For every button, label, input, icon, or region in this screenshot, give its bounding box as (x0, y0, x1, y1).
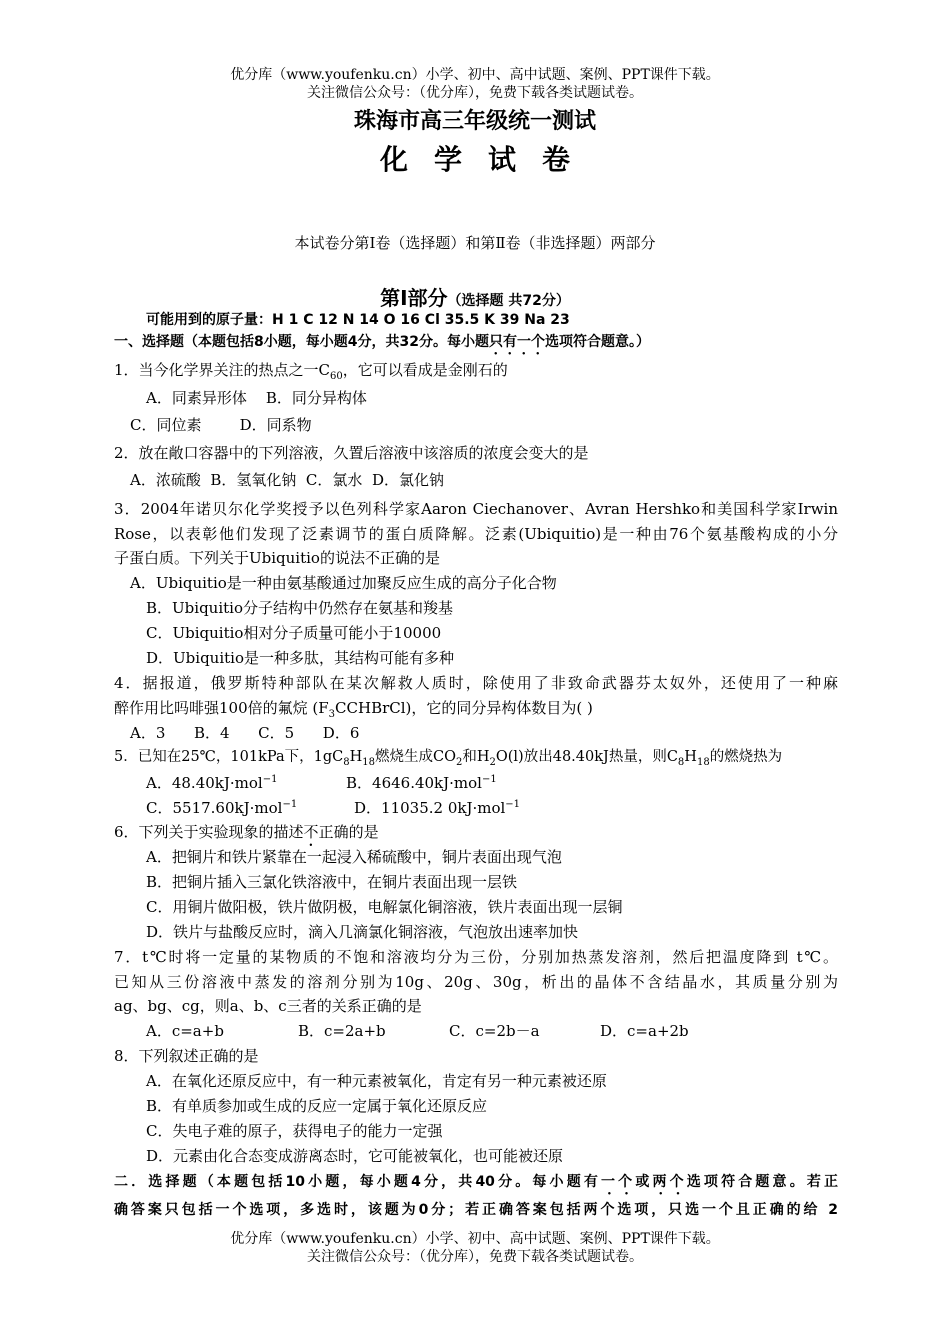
part-1-heading (0, 282, 950, 311)
q5-text-f: H (684, 749, 697, 765)
q4-subscript: 3 (328, 709, 336, 720)
q6-option-c: C．用铜片做阳极，铁片做阴极，电解氯化铜溶液，铁片表面出现一层铜 (146, 898, 623, 916)
q5-text-d: 和H (462, 749, 490, 765)
q3-option-b: B．Ubiquitio分子结构中仍然存在氨基和羧基 (146, 599, 453, 617)
q2-options: A．浓硫酸 B．氢氧化钠 C．氯水 D．氯化钠 (130, 471, 444, 489)
q6-option-a: A．把铜片和铁片紧靠在一起浸入稀硫酸中，铜片表面出现气泡 (146, 848, 562, 866)
q5-option-a (146, 772, 346, 794)
q7-line-1: 7．t℃时将一定量的某物质的不饱和溶液均分为三份，分别加热蒸发溶剂，然后把温度降到 t℃。 (114, 948, 838, 966)
q5-option-d (354, 797, 520, 819)
q5-option-a-exp: −1 (262, 774, 278, 785)
header-line-2: 关注微信公众号：（优分库），免费下载各类试题试卷。 (307, 85, 643, 101)
q5-sub-2: 18 (362, 756, 375, 768)
q4-line-1: 4．据报道，俄罗斯特种部队在某次解救人质时，除使用了非致命武器芬太奴外，还使用了一种麻 (114, 674, 838, 692)
q5-text-c: 燃烧生成CO (374, 749, 456, 765)
section-2-text-b: 或 (635, 1174, 653, 1190)
q7-option-b: B．c=2a+b (298, 1022, 386, 1040)
section-1-heading-end: 选项符合题意。） (544, 334, 650, 350)
q7-option-a: A．c=a+b (146, 1022, 224, 1040)
q6-stem-text: 6．下列关于实验现象的描述 (114, 823, 304, 841)
section-2-heading-line-1 (114, 1171, 838, 1198)
q8-option-a: A．在氧化还原反应中，有一种元素被氧化，肯定有另一种元素被还原 (146, 1072, 607, 1090)
q5-sub-5: 8 (677, 756, 685, 768)
part-1-subtitle: （选择题 共72分） (447, 293, 570, 309)
q4-line-2-end: CCHBrCl)，它的同分异构体数目为( ) (335, 699, 593, 717)
q3-line-1: 3．2004年诺贝尔化学奖授予以色列科学家Aaron Ciechanover、Avran Hershko和美国科学家Irwin (114, 500, 838, 518)
q5-sub-6: 18 (696, 756, 710, 768)
q8-stem: 8．下列叙述正确的是 (114, 1047, 259, 1065)
q5-options-ab (146, 772, 870, 794)
q5-option-b-exp: −1 (481, 774, 497, 785)
q5-text-a: 5．已知在25℃，101kPa下，1gC (114, 749, 344, 765)
q5-stem (114, 746, 838, 768)
q1-subscript: 60 (330, 371, 343, 382)
q5-sub-1: 8 (343, 756, 350, 768)
q5-option-d-text: D．11035.2 0kJ·mol (354, 799, 506, 817)
q2-stem: 2．放在敞口容器中的下列溶液，久置后溶液中该溶质的浓度会变大的是 (114, 444, 589, 462)
footer-line-1: 优分库（www.youfenku.cn）小学、初中、高中试题、案例、PPT课件下载。 (230, 1231, 720, 1247)
q3-option-d: D．Ubiquitio是一种多肽，其结构可能有多种 (146, 649, 454, 667)
q7-option-c: C．c=2b－a (449, 1022, 540, 1040)
q5-option-c-exp: −1 (282, 799, 298, 810)
q5-option-b (346, 772, 497, 794)
exam-title: 珠海市高三年级统一测试 (353, 109, 596, 134)
q7-option-d: D．c=a+2b (600, 1022, 689, 1040)
q7-options (146, 1020, 870, 1042)
q5-option-b-text: B．4646.40kJ·mol (346, 774, 482, 792)
q7-line-3: ag、bg、cg，则a、b、c三者的关系正确的是 (114, 997, 422, 1015)
q3-line-3: 子蛋白质。下列关于Ubiquitio的说法不正确的是 (114, 549, 440, 567)
q5-option-a-text: A．48.40kJ·mol (146, 774, 263, 792)
q8-option-c: C．失电子难的原子，获得电子的能力一定强 (146, 1122, 443, 1140)
q5-text-b: H (349, 749, 363, 765)
q5-option-d-exp: −1 (505, 799, 521, 810)
atomic-masses: 可能用到的原子量：H 1 C 12 N 14 O 16 Cl 35.5 K 39 Na 23 (146, 312, 570, 328)
q5-sub-4: 2 (489, 756, 496, 768)
q3-option-c: C．Ubiquitio相对分子质量可能小于10000 (146, 624, 442, 642)
exam-subtitle: 化学试卷 (379, 143, 596, 176)
q8-option-d: D．元素由化合态变成游离态时，它可能被氧化，也可能被还原 (146, 1147, 564, 1165)
q4-options: A．3 B．4 C．5 D．6 (130, 724, 360, 742)
q8-option-b: B．有单质参加或生成的反应一定属于氧化还原反应 (146, 1097, 488, 1115)
q1-stem-end: ，它可以看成是金刚石的 (342, 361, 508, 379)
q1-options-ab: A．同素异形体 B．同分异构体 (146, 389, 367, 407)
q6-option-b: B．把铜片插入三氯化铁溶液中，在铜片表面出现一层铁 (146, 873, 518, 891)
header-line-1: 优分库（www.youfenku.cn）小学、初中、高中试题、案例、PPT课件下载。 (230, 67, 720, 83)
q5-text-g: 的燃烧热为 (709, 749, 783, 765)
q3-line-2: Rose，以表彰他们发现了泛素调节的蛋白质降解。泛素(Ubiquitio)是一种由76个氨基酸构成的小分 (114, 525, 838, 543)
q5-option-c (146, 797, 354, 819)
section-2-heading-line-2: 确答案只包括一个选项，多选时，该题为0分；若正确答案包括两个选项，只选一个且正确的给 2 (114, 1202, 838, 1218)
section-2-text-c: 选项符合题意。若正 (686, 1174, 839, 1190)
q1-stem-text: 1．当今化学界关注的热点之一C (114, 361, 331, 379)
section-2-emphasis-1: 一个 (601, 1174, 636, 1190)
section-1-heading-text: 一、选择题（本题包括8小题，每小题4分，共32分。每小题 (114, 334, 489, 350)
q4-line-2-text: 醉作用比吗啡强100倍的氟烷 (F (114, 699, 329, 717)
q5-options-cd (146, 797, 870, 819)
q1-stem (114, 359, 838, 381)
q6-emphasis: 不 (303, 823, 319, 841)
exam-intro: 本试卷分第Ⅰ卷（选择题）和第Ⅱ卷（非选择题）两部分 (294, 234, 656, 252)
q7-line-2: 已知从三份溶液中蒸发的溶剂分别为10g、20g、30g，析出的晶体不含结晶水，其质量分别为 (114, 973, 838, 991)
q5-sub-3: 2 (455, 756, 463, 768)
q5-option-c-text: C．5517.60kJ·mol (146, 799, 283, 817)
section-1-heading (114, 331, 838, 358)
q1-options-cd: C．同位素 D．同系物 (130, 416, 312, 434)
q5-text-e: O(l)放出48.40kJ热量，则C (495, 749, 678, 765)
q4-line-2 (114, 697, 838, 719)
footer-line-2: 关注微信公众号：（优分库），免费下载各类试题试卷。 (307, 1249, 643, 1265)
section-2-emphasis-2: 两个 (652, 1174, 687, 1190)
q6-stem-end: 正确的是 (318, 823, 379, 841)
q6-option-d: D．铁片与盐酸反应时，滴入几滴氯化铜溶液，气泡放出速率加快 (146, 923, 579, 941)
q3-option-a: A．Ubiquitio是一种由氨基酸通过加聚反应生成的高分子化合物 (130, 574, 557, 592)
section-2-text-a: 二．选择题（本题包括10小题，每小题4分，共40分。每小题有 (114, 1174, 601, 1190)
part-1-title: 第Ⅰ部分 (380, 286, 448, 310)
section-1-emphasis: 只有一个 (488, 334, 545, 350)
